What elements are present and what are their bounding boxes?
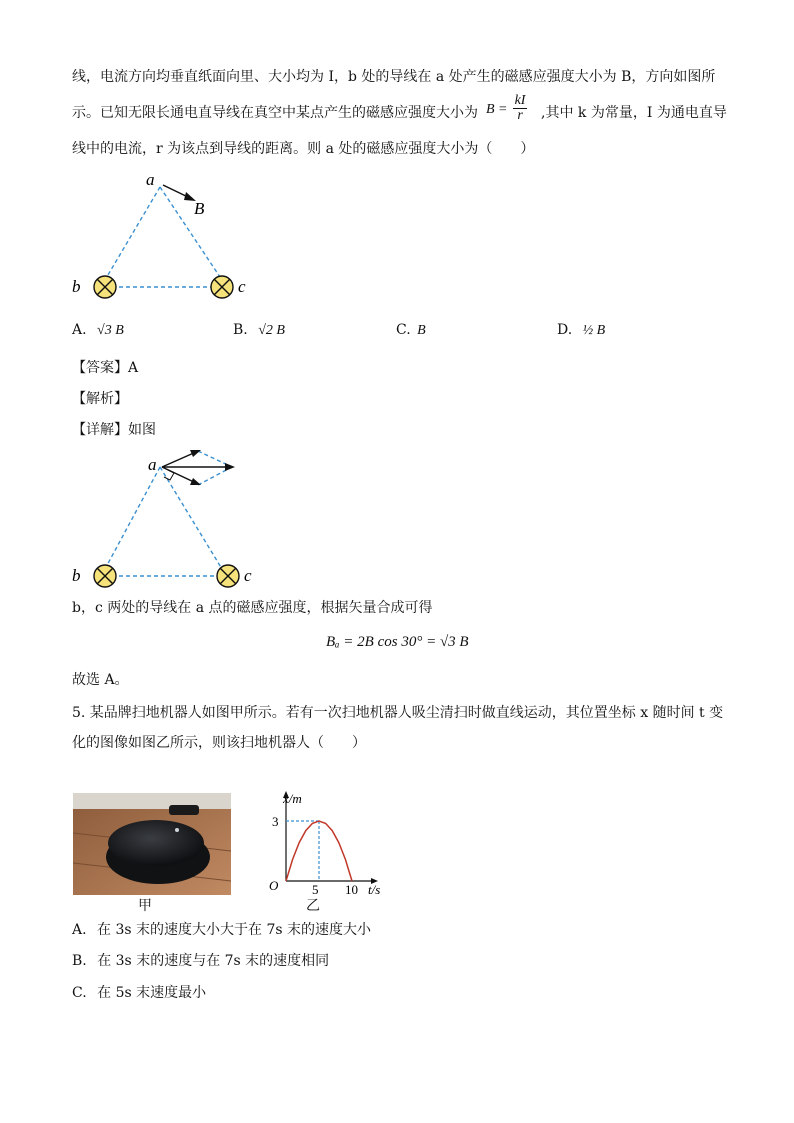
label-a: a [146,170,155,189]
robot-vacuum-photo [73,793,231,895]
problem4-line1: 线，电流方向均垂直纸面向里、大小均为 I，b 处的导线在 a 处产生的磁感应强度大小为 B，方向如图所 [72,69,716,85]
label-B: B [194,199,205,218]
label-c: c [244,566,252,585]
equation: Bₐ = 2B cos 30° = √3 B [326,634,469,650]
conclusion: 故选 A。 [72,672,129,688]
formula-fraction [513,94,528,123]
formula-lhs: B = [486,102,508,117]
detail-heading: 【详解】如图 [72,422,156,438]
graph-caption: 乙 [306,898,320,914]
analysis-heading: 【解析】 [72,391,128,407]
photo-caption: 甲 [138,898,152,914]
y-axis-label: x/m [283,791,302,806]
y-tick-3: 3 [272,814,279,829]
label-a: a [148,455,157,474]
robot-top [108,820,204,866]
triangle-figure [60,165,260,305]
option-5b[interactable]: B. 在 3s 末的速度与在 7s 末的速度相同 [72,953,330,969]
option-c[interactable]: C. B [396,322,426,338]
problem4-line2a: 示。已知无限长通电直导线在真空中某点产生的磁感应强度大小为 [72,105,478,121]
problem5-line2: 化的图像如图乙所示，则该扫地机器人（ ） [72,735,366,751]
label-b: b [72,277,81,296]
option-d[interactable]: D. ½ B [557,322,606,338]
problem4-line3: 线中的电流，r 为该点到导线的距离。则 a 处的磁感应强度大小为（ ） [72,141,535,157]
formula-denominator: r [517,108,523,123]
vector-c-head [190,478,201,485]
label-b: b [72,566,81,585]
answer: 【答案】A [72,360,139,376]
xt-graph [262,785,402,897]
wire-b-icon [94,276,116,298]
vector-b [162,452,196,467]
label-c: c [238,277,246,296]
side-ab [105,187,160,280]
explain-text: b，c 两处的导线在 a 点的磁感应强度，根据矢量合成可得 [72,600,433,616]
side-ac [160,467,222,569]
option-b[interactable]: B. √2 B [233,322,285,338]
vector-b-head [190,450,201,457]
option-a[interactable]: A. √3 B [72,322,124,338]
wire-c-icon [211,276,233,298]
wire-c-icon [217,565,239,587]
origin-label: O [269,878,279,893]
problem4-line2b: ,其中 k 为常量，I 为通电直导 [541,105,727,121]
x-tick-5: 5 [312,882,319,897]
vector-sum-head [225,463,235,471]
x-tick-10: 10 [345,882,358,897]
option-5a[interactable]: A. 在 3s 末的速度大小大于在 7s 末的速度大小 [72,922,371,938]
vector-figure [60,445,260,590]
problem5-line1: 5. 某品牌扫地机器人如图甲所示。若有一次扫地机器人吸尘清扫时做直线运动，其位置坐标 x 随时间 t 变 [72,705,724,721]
wire-b-icon [94,565,116,587]
side-ab [105,467,160,569]
vector-c [162,467,196,483]
option-5c[interactable]: C. 在 5s 末速度最小 [72,985,207,1001]
side-ac [160,187,222,280]
formula [486,94,527,130]
x-axis-label: t/s [368,882,381,897]
formula-numerator: kI [514,93,526,108]
